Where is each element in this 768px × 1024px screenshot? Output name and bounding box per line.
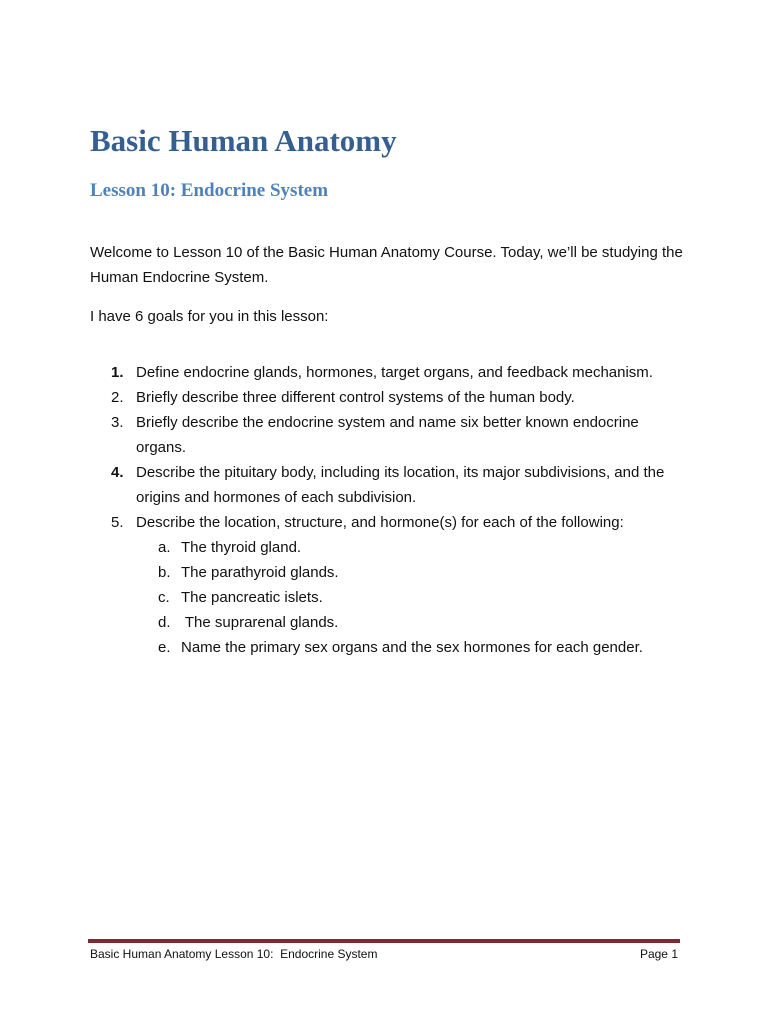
sub-goal-text: The parathyroid glands.	[181, 564, 339, 581]
page-number: Page 1	[639, 947, 678, 961]
footer-title: Basic Human Anatomy Lesson 10: Endocrine System	[90, 947, 378, 961]
lesson-title: Lesson 10: Endocrine System	[90, 180, 329, 201]
sub-goal-item-d	[136, 610, 690, 635]
sub-goal-marker: e.	[158, 639, 171, 656]
sub-goal-list	[136, 535, 690, 660]
sub-goal-text: The thyroid gland.	[181, 539, 302, 556]
goal-marker: 2.	[111, 389, 124, 406]
goal-item-4	[90, 460, 690, 510]
goal-marker: 5.	[111, 514, 124, 531]
goal-item-5	[90, 510, 690, 660]
footer-divider	[88, 939, 680, 943]
goal-text: Briefly describe the endocrine system and name six better known endocrine organs.	[136, 414, 639, 456]
goal-marker: 4.	[111, 464, 124, 481]
goal-text: Describe the pituitary body, including its location, its major subdivisions, and the origins and hormones of each subdivision.	[136, 464, 665, 506]
sub-goal-item-e	[136, 635, 690, 660]
goal-item-3	[90, 410, 690, 460]
goal-item-2	[90, 385, 690, 410]
sub-goal-item-a	[136, 535, 690, 560]
sub-goal-marker: b.	[158, 564, 171, 581]
sub-goal-text: The suprarenal glands.	[181, 614, 339, 631]
goal-marker: 1.	[111, 364, 124, 381]
sub-goal-marker: d.	[158, 614, 171, 631]
sub-goal-text: The pancreatic islets.	[181, 589, 323, 606]
sub-goal-marker: c.	[158, 589, 170, 606]
document-title: Basic Human Anatomy	[90, 123, 397, 158]
sub-goal-text: Name the primary sex organs and the sex hormones for each gender.	[181, 639, 643, 656]
intro-paragraph: Welcome to Lesson 10 of the Basic Human Anatomy Course. Today, we’ll be studying the Human Endocrine System.	[90, 244, 683, 286]
goal-text: Briefly describe three different control systems of the human body.	[136, 389, 575, 406]
goals-intro-paragraph: I have 6 goals for you in this lesson:	[90, 308, 329, 325]
sub-goal-marker: a.	[158, 539, 171, 556]
sub-goal-item-b	[136, 560, 690, 585]
goal-list	[90, 360, 690, 660]
sub-goal-item-c	[136, 585, 690, 610]
goal-text: Describe the location, structure, and hormone(s) for each of the following:	[136, 514, 624, 531]
goal-marker: 3.	[111, 414, 124, 431]
goal-text: Define endocrine glands, hormones, target organs, and feedback mechanism.	[136, 364, 653, 381]
goal-item-1	[90, 360, 690, 385]
